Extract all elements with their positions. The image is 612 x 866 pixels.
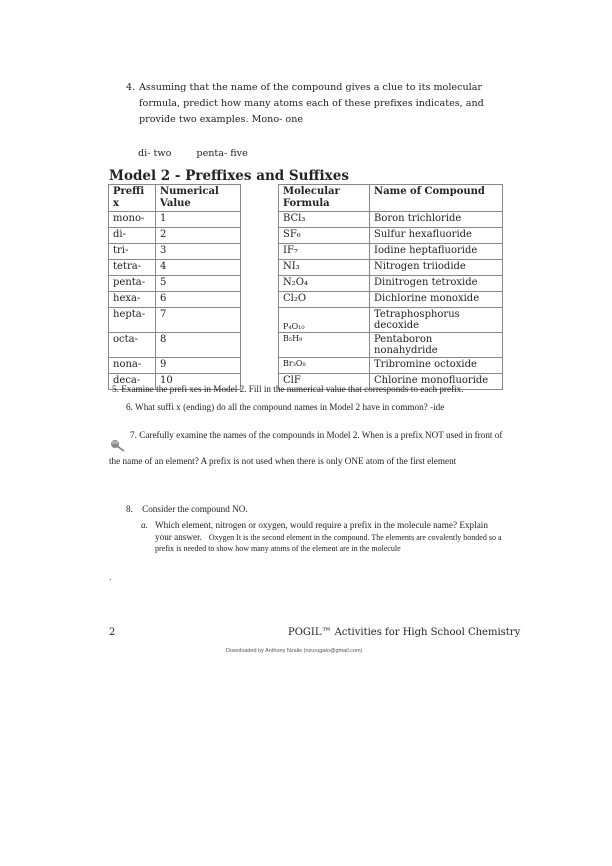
- question-8-number: 8.: [126, 504, 133, 514]
- cell-name: Boron trichloride: [370, 212, 503, 228]
- cell-prefix: hexa-: [109, 292, 156, 308]
- cell-name: Dichlorine monoxide: [370, 292, 503, 308]
- question-8a-text: Which element, nitrogen or oxygen, would require a prefix in the molecule name? Explain your answer.: [155, 520, 488, 542]
- stray-mark: .: [109, 573, 112, 582]
- cell-name: Sulfur hexafluoride: [370, 228, 503, 244]
- cell-name: Chlorine monofluoride: [370, 374, 503, 390]
- table-row: [109, 260, 503, 276]
- download-note: Downloaded by Anthony Nzalie (nzurugato@gmail.com): [226, 648, 363, 654]
- question-5: 5. Examine the prefi xes in Model 2. Fill in the numerical value that corresponds to each prefix.: [112, 384, 464, 394]
- question-8a-bullet: a.: [141, 520, 148, 530]
- cell-formula: P₄O₁₀: [279, 308, 370, 333]
- model-table: [108, 184, 503, 390]
- page-number: 2: [109, 627, 116, 638]
- table-row: [109, 276, 503, 292]
- header-value: Numerical Value: [156, 185, 241, 212]
- cell-name: Iodine heptafluoride: [370, 244, 503, 260]
- question-6: 6. What suffi x (ending) do all the compound names in Model 2 have in common? -ide: [126, 402, 445, 412]
- table-row: [109, 212, 503, 228]
- answer-penta: penta- five: [196, 148, 248, 159]
- cell-prefix: hepta-: [109, 308, 156, 333]
- cell-formula: BCl₃: [279, 212, 370, 228]
- cell-formula: IF₇: [279, 244, 370, 260]
- cell-value: 4: [156, 260, 241, 276]
- question-7: 7. Carefully examine the names of the compounds in Model 2. When is a prefix NOT used in front of: [130, 430, 503, 440]
- cell-name: Pentaboron nonahydride: [370, 333, 503, 358]
- question-4-answers: [138, 148, 270, 159]
- cell-prefix: mono-: [109, 212, 156, 228]
- cell-prefix: deca-: [109, 374, 156, 390]
- cell-value: 3: [156, 244, 241, 260]
- cell-value: 8: [156, 333, 241, 358]
- table-row: [109, 228, 503, 244]
- cell-formula: Br₃O₈: [279, 358, 370, 374]
- footer-title: POGIL™ Activities for High School Chemistry: [288, 627, 521, 638]
- question-8a-answer: Oxygen It is the second element in the compound. The elements are covalently bonded so a prefix is needed to show how many atoms of the element are in the molecule: [155, 532, 502, 553]
- cell-formula: N₂O₄: [279, 276, 370, 292]
- cell-prefix: tetra-: [109, 260, 156, 276]
- cell-prefix: octa-: [109, 333, 156, 358]
- cell-name: Tetraphosphorus decoxide: [370, 308, 503, 333]
- model-title: Model 2 - Preffixes and Suffixes: [109, 168, 349, 184]
- question-4-text: Assuming that the name of the compound gives a clue to its molecular formula, predict how many atoms each of these prefixes indicates, and provide two examples. Mono- one: [139, 82, 484, 125]
- cell-value: 10: [156, 374, 241, 390]
- table-row: [109, 358, 503, 374]
- cell-formula: ClF: [279, 374, 370, 390]
- question-4-number: 4.: [126, 82, 136, 93]
- cell-prefix: penta-: [109, 276, 156, 292]
- table-row: [109, 292, 503, 308]
- cell-formula: B₅H₉: [279, 333, 370, 358]
- header-name: Name of Compound: [370, 185, 503, 212]
- answer-di: di- two: [138, 148, 172, 159]
- cell-value: 5: [156, 276, 241, 292]
- cell-formula: SF₆: [279, 228, 370, 244]
- cell-prefix: tri-: [109, 244, 156, 260]
- cell-formula: NI₃: [279, 260, 370, 276]
- table-row: [109, 244, 503, 260]
- header-formula: Molecular Formula: [279, 185, 370, 212]
- cell-prefix: di-: [109, 228, 156, 244]
- cell-prefix: nona-: [109, 358, 156, 374]
- header-prefix: Preffi x: [109, 185, 156, 212]
- cell-value: 1: [156, 212, 241, 228]
- cell-name: Tribromine octoxide: [370, 358, 503, 374]
- question-8-text: Consider the compound NO.: [142, 504, 248, 514]
- cell-value: 6: [156, 292, 241, 308]
- table-row: [109, 333, 503, 358]
- question-7-answer: the name of an element? A prefix is not used when there is only ONE atom of the first element: [109, 456, 457, 466]
- cell-value: 7: [156, 308, 241, 333]
- cell-value: 9: [156, 358, 241, 374]
- cell-name: Dinitrogen tetroxide: [370, 276, 503, 292]
- question-8: [126, 504, 248, 514]
- table-header-row: [109, 185, 503, 212]
- table-row: [109, 308, 503, 333]
- cell-name: Nitrogen triiodide: [370, 260, 503, 276]
- cell-formula: Cl₂O: [279, 292, 370, 308]
- pushpin-icon: [108, 438, 126, 452]
- cell-value: 2: [156, 228, 241, 244]
